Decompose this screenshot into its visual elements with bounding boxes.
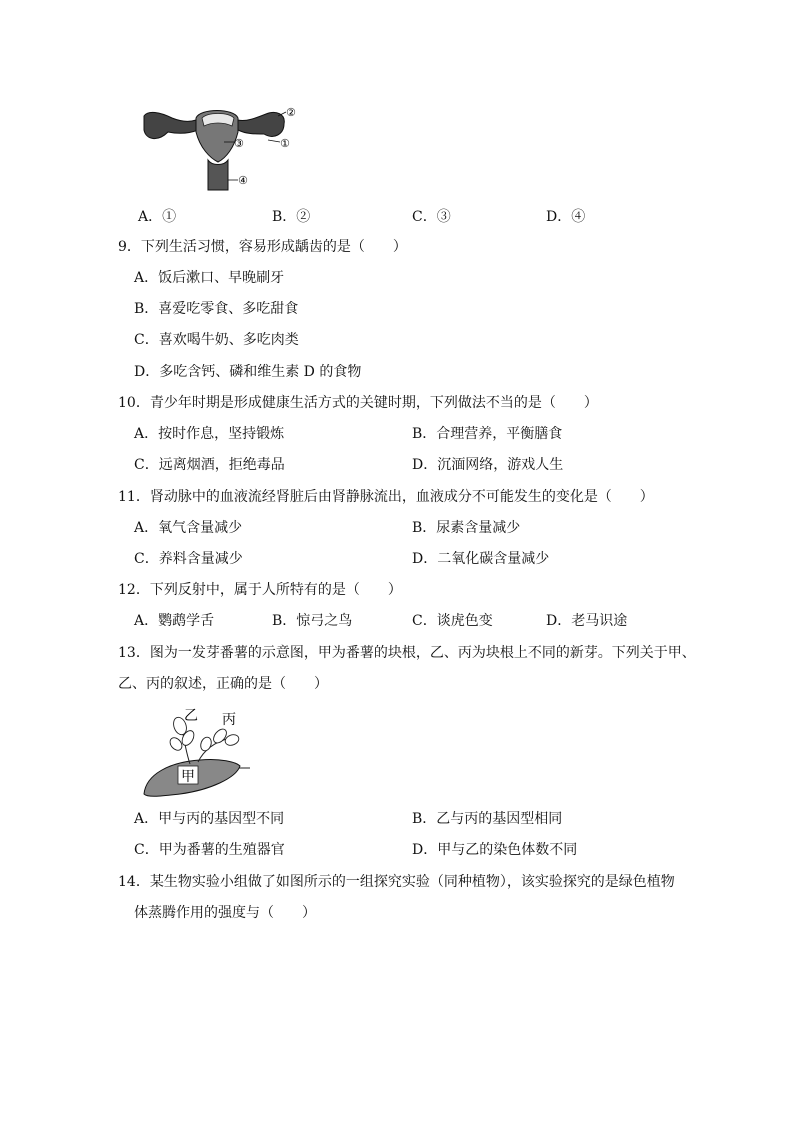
- q12-stem: 12．下列反射中，属于人所特有的是（ ）: [118, 582, 402, 598]
- q8-option-d[interactable]: D．④: [546, 209, 586, 225]
- q11-option-c[interactable]: C．养料含量减少: [134, 551, 243, 567]
- uterus-label-1: ①: [280, 137, 290, 150]
- q8-option-b[interactable]: B．②: [272, 209, 311, 225]
- q10-option-d[interactable]: D．沉湎网络，游戏人生: [412, 457, 564, 473]
- q10-option-c[interactable]: C．远离烟酒，拒绝毒品: [134, 457, 285, 473]
- q9-option-b[interactable]: B．喜爱吃零食、多吃甜食: [134, 301, 299, 317]
- q8-option-a[interactable]: A．①: [138, 209, 177, 225]
- q12-option-d[interactable]: D．老马识途: [546, 613, 628, 629]
- q13-option-d[interactable]: D．甲与乙的染色体数不同: [412, 842, 578, 858]
- q10-stem: 10．青少年时期是形成健康生活方式的关键时期，下列做法不当的是（ ）: [118, 395, 598, 411]
- q12-option-a[interactable]: A．鹦鹉学舌: [134, 613, 215, 629]
- q13-stem-line1: 13．图为一发芽番薯的示意图，甲为番薯的块根，乙、丙为块根上不同的新芽。下列关于甲、: [118, 645, 696, 661]
- q8-option-c[interactable]: C．③: [412, 209, 451, 225]
- uterus-label-4: ④: [238, 174, 248, 187]
- q9-option-d[interactable]: D．多吃含钙、磷和维生素 D 的食物: [134, 364, 362, 380]
- q14-stem-line2: 体蒸腾作用的强度与（ ）: [134, 905, 316, 921]
- q11-stem: 11．肾动脉中的血液流经肾脏后由肾静脉流出，血液成分不可能发生的变化是（ ）: [118, 489, 654, 505]
- sweet-potato-diagram: [140, 704, 280, 804]
- q9-option-c[interactable]: C．喜欢喝牛奶、多吃肉类: [134, 332, 299, 348]
- q9-option-a[interactable]: A．饭后漱口、早晚刷牙: [134, 270, 285, 286]
- potato-label-jia: 甲: [181, 769, 195, 785]
- q13-stem-line2: 乙、丙的叙述，正确的是（ ）: [118, 676, 328, 692]
- q11-option-d[interactable]: D．二氧化碳含量减少: [412, 551, 550, 567]
- q14-stem-line1: 14．某生物实验小组做了如图所示的一组探究实验（同种植物），该实验探究的是绿色植物: [118, 874, 675, 890]
- uterus-diagram: [138, 104, 308, 194]
- q11-option-a[interactable]: A．氧气含量减少: [134, 520, 243, 536]
- q10-option-b[interactable]: B．合理营养，平衡膳食: [412, 426, 563, 442]
- potato-label-bing: 丙: [222, 712, 236, 728]
- uterus-label-3: ③: [234, 137, 244, 150]
- q12-option-b[interactable]: B．惊弓之鸟: [272, 613, 353, 629]
- q11-option-b[interactable]: B．尿素含量减少: [412, 520, 521, 536]
- q12-option-c[interactable]: C．谈虎色变: [412, 613, 493, 629]
- q9-stem: 9．下列生活习惯，容易形成龋齿的是（ ）: [118, 239, 407, 255]
- q13-option-a[interactable]: A．甲与丙的基因型不同: [134, 811, 285, 827]
- q13-option-b[interactable]: B．乙与丙的基因型相同: [412, 811, 563, 827]
- uterus-label-2: ②: [286, 106, 296, 119]
- q13-option-c[interactable]: C．甲为番薯的生殖器官: [134, 842, 285, 858]
- q10-option-a[interactable]: A．按时作息，坚持锻炼: [134, 426, 285, 442]
- potato-label-yi: 乙: [184, 708, 198, 724]
